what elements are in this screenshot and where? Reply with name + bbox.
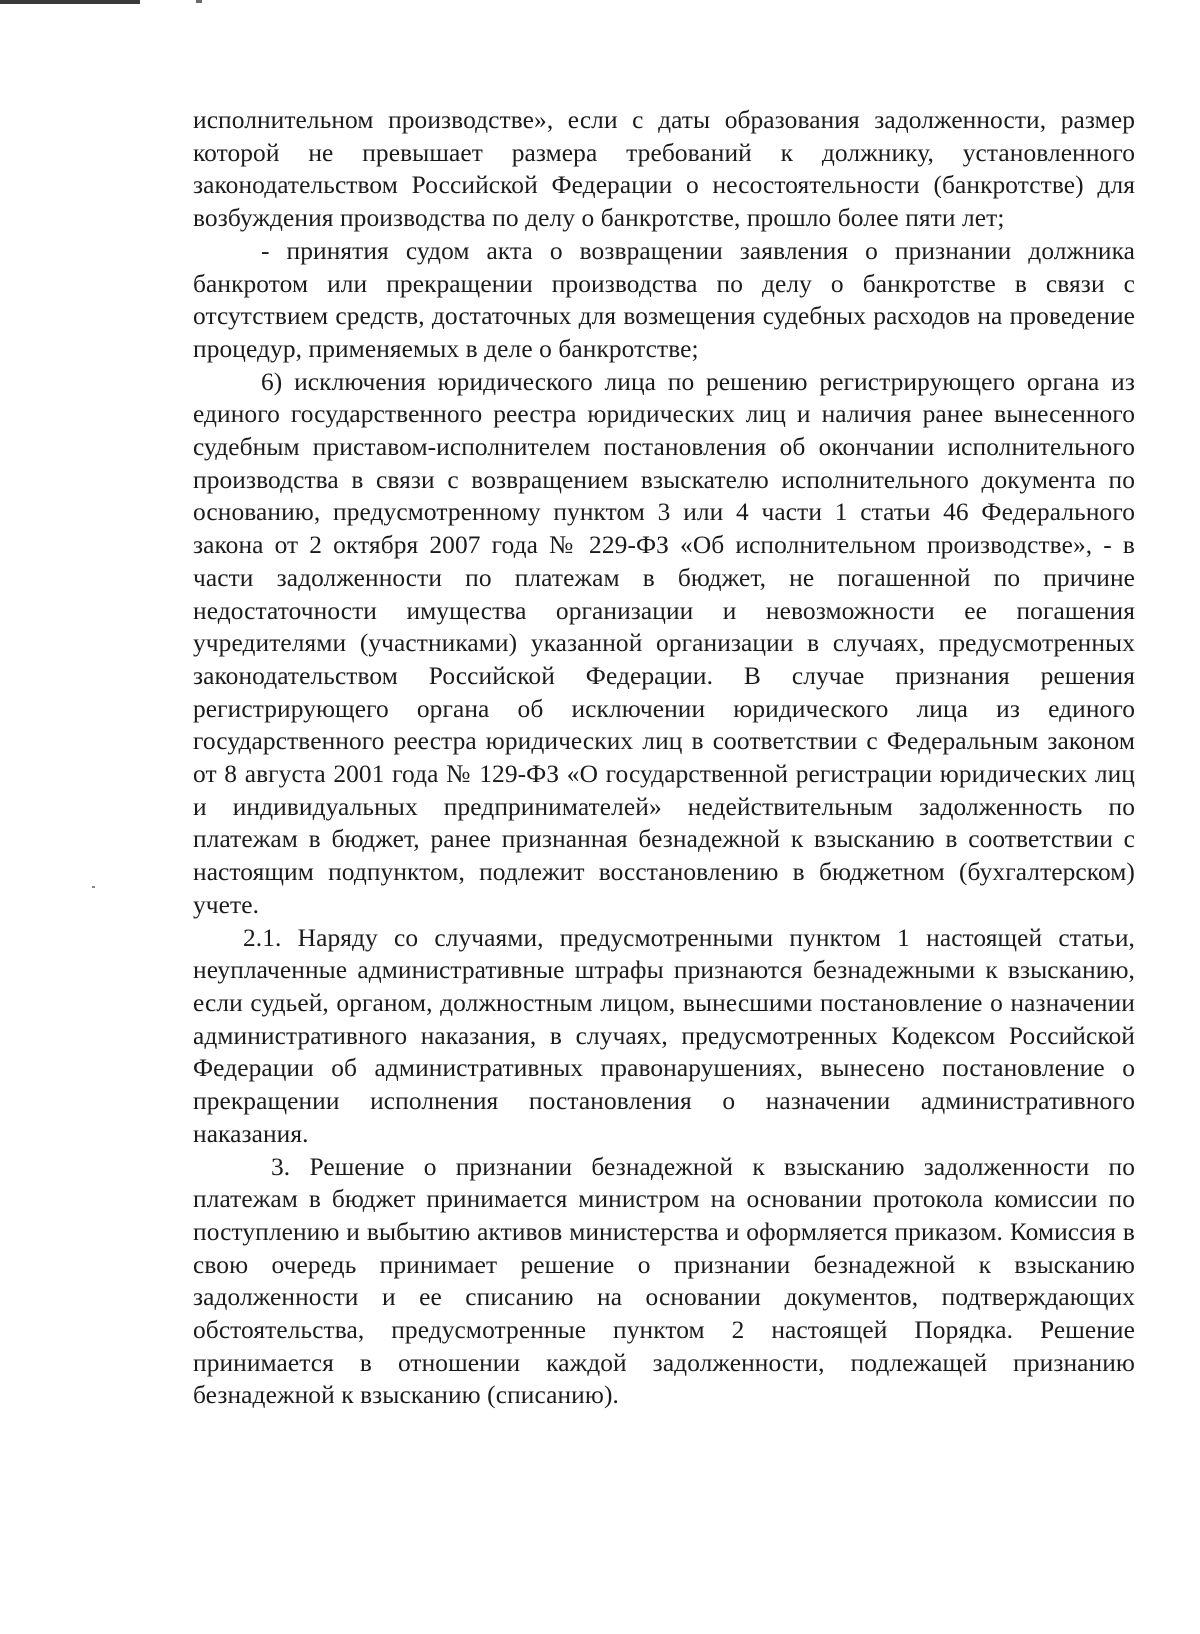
scan-speck — [92, 886, 95, 888]
paragraph-court-act: - принятия судом акта о возвращении заявления о признании должника банкротом или прекращении производства по делу о банкротстве в связи с отсутствием средств, достаточных для возмещения судебных расходов на проведение процедур, применяемых в деле о банкротстве; — [193, 236, 1135, 363]
document-page — [193, 104, 1135, 1412]
scan-edge-mark — [196, 0, 202, 3]
paragraph-2-1: 2.1. Наряду со случаями, предусмотренными пунктом 1 настоящей статьи, неуплаченные административные штрафы признаются безнадежными к взысканию, если судьей, органом, должностным лицом, вынесшими постановление о назначении административного наказания, в случаях, предусмотренных Кодексом Российской Федерации об административных правонарушениях, вынесено постановление о прекращении исполнения постановления о назначении административного наказания. — [193, 923, 1135, 1148]
paragraph-continuation: исполнительном производстве», если с даты образования задолженности, размер которой не превышает размера требований к должнику, установленного законодательством Российской Федерации о несостоятельности (банкротстве) для возбуждения производства по делу о банкротстве, прошло более пяти лет; — [193, 106, 1135, 233]
paragraph-3: 3. Решение о признании безнадежной к взысканию задолженности по платежам в бюджет принимается министром на основании протокола комиссии по поступлению и выбытию активов министерства и оформляется приказом. Комиссия в свою очередь принимает решение о признании безнадежной к взысканию задолженности и ее списанию на основании документов, подтверждающих обстоятельства, предусмотренные пунктом 2 настоящей Порядка. Решение принимается в отношении каждой задолженности, подлежащей признанию безнадежной к взысканию (списанию). — [193, 1152, 1135, 1410]
paragraph-item-6: 6) исключения юридического лица по решению регистрирующего органа из единого государственного реестра юридических лиц и наличия ранее вынесенного судебным приставом-исполнителем постановления об окончании исполнительного производства в связи с возвращением взыскателю исполнительного документа по основанию, предусмотренному пунктом 3 или 4 части 1 статьи 46 Федерального закона от 2 октября 2007 года № 229-ФЗ «Об исполнительном производстве», - в части задолженности по платежам в бюджет, не погашенной по причине недостаточности имущества организации и невозможности ее погашения учредителями (участниками) указанной организации в случаях, предусмотренных законодательством Российской Федерации. В случае признания решения регистрирующего органа об исключении юридического лица из единого государственного реестра юридических лиц в соответствии с Федеральным законом от 8 августа 2001 года № 129-ФЗ «О государственной регистрации юридических лиц и индивидуальных предпринимателей» недействительным задолженность по платежам в бюджет, ранее признанная безнадежной к взысканию в соответствии с настоящим подпунктом, подлежит восстановлению в бюджетном (бухгалтерском) учете. — [193, 367, 1135, 919]
scan-edge-mark — [0, 0, 140, 4]
